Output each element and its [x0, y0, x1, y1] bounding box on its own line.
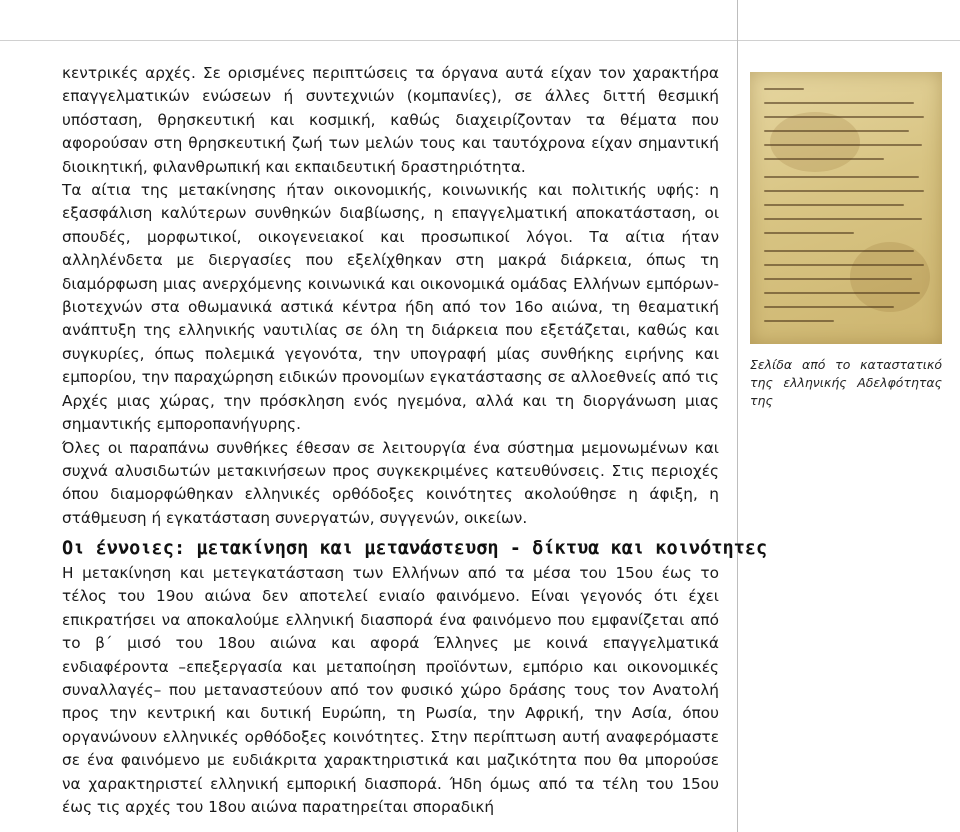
section-text-column — [62, 562, 719, 819]
manuscript-ink-line — [764, 250, 914, 252]
paragraph-1: κεντρικές αρχές. Σε ορισμένες περιπτώσεις τα όργανα αυτά είχαν τον χαρακτήρα επαγγελματικών ενώσεων ή συντεχνιών (κομπανίες), σε άλλες διττή θεσμική υπόσταση, θρησκευτική και κοσμική, καθώς διαχειρίζονταν τα θέματα που αφορούσαν στη θρησκευτική ζωή των μελών τους και ταυτόχρονα είχαν σημαντική διοικητική, φιλανθρωπική και εκπαιδευτική δραστηριότητα. — [62, 64, 719, 176]
manuscript-ink-line — [764, 292, 920, 294]
manuscript-ink-line — [764, 190, 924, 192]
manuscript-ink-line — [764, 130, 909, 132]
column-divider-line — [737, 0, 738, 832]
manuscript-page-image — [750, 72, 942, 344]
manuscript-ink-line — [764, 232, 854, 234]
manuscript-ink-line — [764, 278, 912, 280]
top-divider-line — [0, 40, 960, 41]
manuscript-ink-line — [764, 88, 804, 90]
manuscript-ink-line — [764, 320, 834, 322]
manuscript-ink-line — [764, 204, 904, 206]
manuscript-stain — [770, 112, 860, 172]
manuscript-stain — [850, 242, 930, 312]
manuscript-ink-line — [764, 158, 884, 160]
manuscript-ink-line — [764, 102, 914, 104]
manuscript-ink-line — [764, 306, 894, 308]
manuscript-ink-line — [764, 218, 922, 220]
section-heading: Οι έννοιες: μετακίνηση και μετανάστευση - δίκτυα και κοινότητες — [62, 538, 768, 559]
main-text-column — [62, 62, 719, 530]
manuscript-ink-line — [764, 176, 919, 178]
paragraph-2: Τα αίτια της μετακίνησης ήταν οικονομικής, κοινωνικής και πολιτικής υφής: η εξασφάλιση καλύτερων συνθηκών διαβίωσης, η επαγγελματική αποκατάσταση, οι σπουδές, μορφωτικοί, οικογενειακοί και προσωπικοί λόγοι. Τα αίτια ήταν αλληλένδετα με διεργασίες που εξελίχθηκαν στη μακρά διάρκεια, όπως τη διαμόρφωση μιας ανερχόμενης κοινωνικά και οικονομικά ομάδας Ελλήνων εμπόρων-βιοτεχνών στα οθωμανικά αστικά κέντρα ήδη από τον 16ο αιώνα, τη θεαματική ανάπτυξη της ελληνικής ναυτιλίας σε όλη τη διάρκεια που εξετάζεται, καθώς και συγκυρίες, όπως πολεμικά γεγονότα, την υπογραφή μίας συνθήκης ειρήνης και εμπορίου, την παραχώρηση ειδικών προνομίων εγκατάστασης σε αλλοεθνείς από τις Αρχές μιας χώρας, την πρόσκληση ενός ηγεμόνα, αλλά και τη διοργάνωση μιας σημαντικής εμποροπανήγυρης. — [62, 181, 719, 434]
manuscript-ink-line — [764, 116, 924, 118]
paragraph-3: Όλες οι παραπάνω συνθήκες έθεσαν σε λειτουργία ένα σύστημα μεμονωμένων και συχνά αλυσιδωτών μετακινήσεων προς συγκεκριμένες κατευθύνσεις. Στις περιοχές όπου διαμορφώθηκαν ελληνικές ορθόδοξες κοινότητες ακολούθησε η άφιξη, η στάθμευση ή εγκατάσταση συνεργατών, συγγενών, οικείων. — [62, 438, 719, 527]
section-paragraph: Η μετακίνηση και μετεγκατάσταση των Ελλήνων από τα μέσα του 15ου έως το τέλος του 19ου αιώνα δεν αποτελεί ενιαίο φαινόμενο. Είναι γεγονός ότι έχει επικρατήσει να αποκαλούμε ελληνική διασπορά ένα φαινόμενο που εμφανίζεται από το β΄ μισό του 18ου αιώνα και αφορά Έλληνες με κοινά επαγγελματικά ενδιαφέροντα –επεξεργασία και μεταποίηση προϊόντων, εμπόριο και οικονομικές συναλλαγές– που μεταναστεύουν από τον φυσικό χώρο δράσης τους τον Ανατολή προς την κεντρική και δυτική Ευρώπη, τη Ρωσία, την Αφρική, την Ασία, όπου οργανώνουν ελληνικές ορθόδοξες κοινότητες. Στην περίπτωση αυτή αναφερόμαστε σε ένα φαινόμενο με ευδιάκριτα χαρακτηριστικά και μαζικότητα που θα μπορούσε να χαρακτηριστεί ελληνική εμπορική διασπορά. Ήδη όμως από τα τέλη του 15ου έως τις αρχές του 18ου αιώνα παρατηρείται σποραδική — [62, 564, 719, 817]
manuscript-ink-line — [764, 144, 922, 146]
manuscript-ink-line — [764, 264, 924, 266]
figure-caption: Σελίδα από το καταστατικό της ελληνικής Αδελφότητας της — [750, 357, 942, 408]
